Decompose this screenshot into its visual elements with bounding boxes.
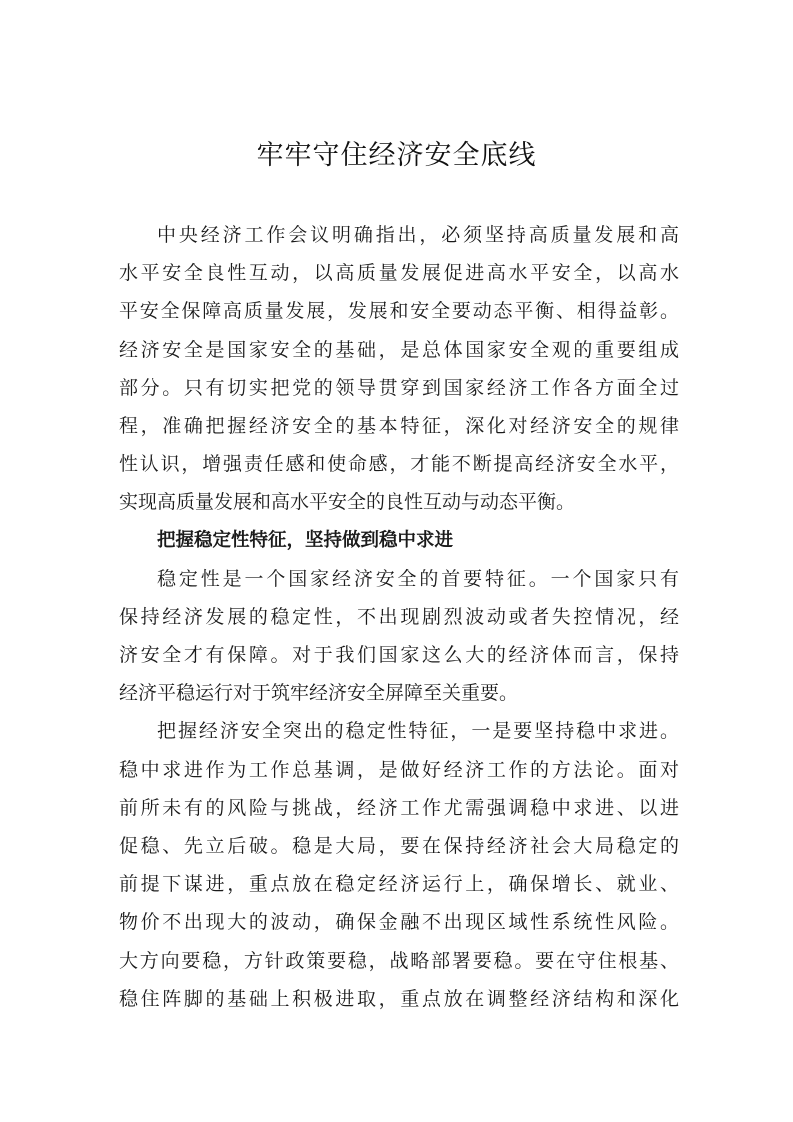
paragraph-line: 性认识，增强责任感和使命感，才能不断提高经济安全水平， (119, 453, 679, 476)
paragraph-line: 经济平稳运行对于筑牢经济安全屏障至关重要。 (119, 682, 519, 705)
paragraph-line: 稳中求进作为工作总基调，是做好经济工作的方法论。面对 (119, 758, 679, 781)
paragraph-line: 稳住阵脚的基础上积极进取，重点放在调整经济结构和深化 (119, 987, 679, 1010)
paragraph-line: 把握经济安全突出的稳定性特征，一是要坚持稳中求进。 (157, 720, 679, 743)
paragraph-line: 前提下谋进，重点放在稳定经济运行上，确保增长、就业、 (119, 873, 679, 896)
section-heading: 把握稳定性特征，坚持做到稳中求进 (157, 529, 454, 551)
paragraph-line: 经济安全是国家安全的基础，是总体国家安全观的重要组成 (119, 338, 679, 361)
document-body (119, 216, 679, 1018)
paragraph-line: 水平安全良性互动，以高质量发展促进高水平安全，以高水 (119, 262, 679, 285)
document-title: 牢牢守住经济安全底线 (256, 140, 537, 171)
paragraph-line: 物价不出现大的波动，确保金融不出现区域性系统性风险。 (119, 911, 679, 934)
paragraph-line: 部分。只有切实把党的领导贯穿到国家经济工作各方面全过 (119, 376, 679, 399)
paragraph-line: 前所未有的风险与挑战，经济工作尤需强调稳中求进、以进 (119, 796, 679, 819)
paragraph-line: 大方向要稳，方针政策要稳，战略部署要稳。要在守住根基、 (119, 949, 679, 972)
paragraph-line: 济安全才有保障。对于我们国家这么大的经济体而言，保持 (119, 644, 679, 667)
paragraph-line: 平安全保障高质量发展，发展和安全要动态平衡、相得益彰。 (119, 300, 679, 323)
paragraph-line: 保持经济发展的稳定性，不出现剧烈波动或者失控情况，经 (119, 605, 679, 628)
paragraph-line: 促稳、先立后破。稳是大局，要在保持经济社会大局稳定的 (119, 835, 679, 857)
paragraph-line: 实现高质量发展和高水平安全的良性互动与动态平衡。 (119, 491, 576, 514)
paragraph-line: 稳定性是一个国家经济安全的首要特征。一个国家只有 (157, 567, 679, 590)
paragraph-line: 中央经济工作会议明确指出，必须坚持高质量发展和高 (157, 224, 679, 246)
paragraph-line: 程，准确把握经济安全的基本特征，深化对经济安全的规律 (119, 414, 679, 437)
